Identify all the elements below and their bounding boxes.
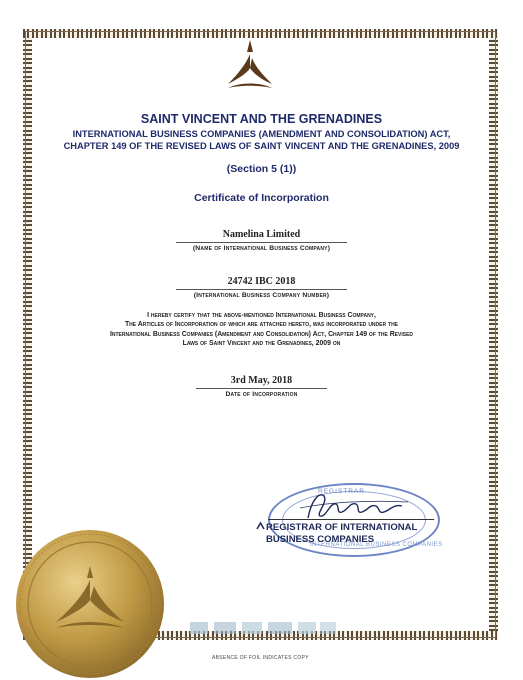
company-number: 24742 IBC 2018 [227,276,296,287]
registrar-signature-line [268,519,434,520]
act-line-2: CHAPTER 149 OF THE REVISED LAWS OF SAINT VINCENT AND THE GRENADINES, 2009 [63,141,460,151]
registrar-title-line-1: REGISTRAR OF INTERNATIONAL [266,522,418,533]
registrar-title-line-2: BUSINESS COMPANIES [266,534,375,545]
registrar-title [266,522,417,546]
certificate-title: Certificate of Incorporation [194,192,329,204]
stamp-top-text: REGISTRAR [318,488,365,495]
certification-line-1: I hereby certify that the above-mentioned International Business Company, [147,312,376,319]
company-number-line [176,289,347,290]
act-heading [0,128,523,152]
section-reference: (Section 5 (1)) [226,163,297,175]
caret-icon [256,521,265,530]
company-name: Namelina Limited [222,229,301,240]
certification-line-4: Laws of Saint Vincent and the Grenadines, 2009 on [182,340,341,348]
incorporation-date-caption: Date of Incorporation [225,391,298,398]
foil-notice: ABSENCE OF FOIL INDICATES COPY [212,655,309,661]
certification-line-3: International Business Companies (Amendment and Consolidation) Act, Chapter 149 of the Revised [109,330,414,338]
sail-logo-icon [226,38,274,94]
foil-security-strip-icon [190,620,340,636]
company-number-caption: (International Business Company Number) [193,292,330,299]
country-heading: SAINT VINCENT AND THE GRENADINES [140,112,383,126]
company-name-caption: (Name of International Business Company) [192,245,331,252]
company-name-line [176,242,347,243]
incorporation-date-line [196,388,327,389]
certification-text [0,311,523,349]
act-line-1: INTERNATIONAL BUSINESS COMPANIES (AMENDMENT AND CONSOLIDATION) ACT, [72,129,451,139]
certification-line-2: The Articles of Incorporation of which are attached hereto, was incorporated under the [124,321,399,329]
gold-foil-seal-icon [14,528,166,680]
stamp-bottom-text: INTERNATIONAL BUSINESS COMPANIES [310,542,443,548]
incorporation-date: 3rd May, 2018 [230,375,293,386]
